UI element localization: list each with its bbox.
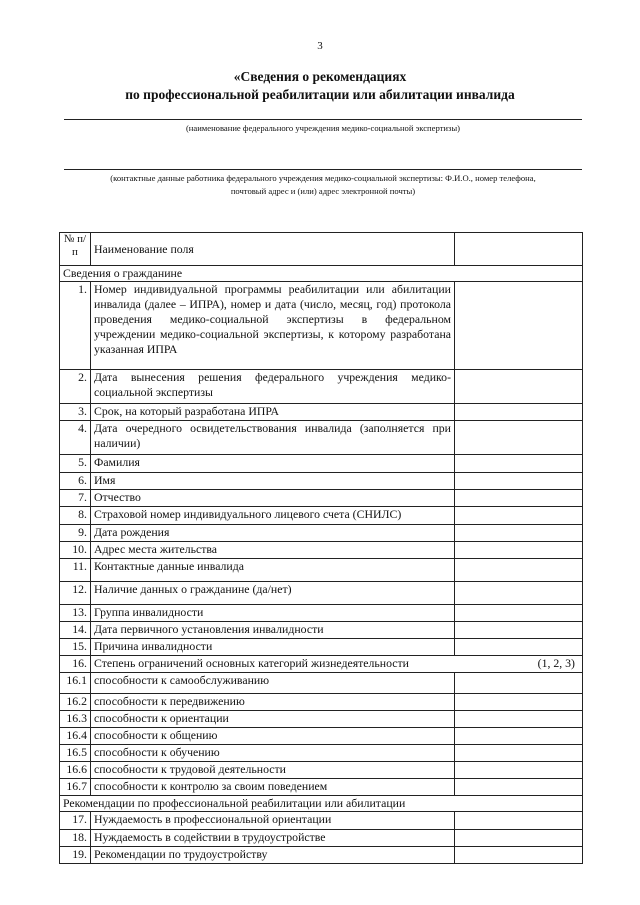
row-value-cell[interactable] [455,525,583,542]
row-number: 5. [60,455,91,473]
table-row [60,582,583,605]
row-value-cell[interactable] [455,421,583,455]
row-label: Рекомендации по трудоустройству [91,847,455,864]
row-label: Адрес места жительства [91,542,455,559]
row-value-cell[interactable] [455,622,583,639]
row-number: 16.5 [60,745,91,762]
row-value-cell[interactable] [455,639,583,656]
row-number: 18. [60,830,91,847]
institution-fill-line [64,119,582,120]
row-label: способности к обучению [91,745,455,762]
table-row [60,473,583,490]
table-row [60,559,583,582]
section-citizen-info [60,266,583,282]
table-row [60,507,583,525]
header-field-cell: Наименование поля [91,233,455,266]
row-number: 2. [60,370,91,404]
row-number: 16.7 [60,779,91,796]
row-number: 16.2 [60,694,91,711]
row-label: способности к общению [91,728,455,745]
header-value-cell [455,233,583,266]
table-row [60,455,583,473]
row-value-cell[interactable] [455,728,583,745]
row-value-cell[interactable] [455,694,583,711]
row-number: 16.4 [60,728,91,745]
row-label: Причина инвалидности [91,639,455,656]
contact-fill-line [64,169,582,170]
row-value-cell[interactable] [455,542,583,559]
row-number: 19. [60,847,91,864]
row-label: Имя [91,473,455,490]
row-value-cell[interactable] [455,673,583,694]
row-number: 1. [60,282,91,370]
table-row [60,711,583,728]
row-label: способности к передвижению [91,694,455,711]
row-label: Дата первичного установления инвалидности [91,622,455,639]
row-value-cell[interactable] [455,490,583,507]
row-label: Дата рождения [91,525,455,542]
institution-caption: (наименование федерального учреждения медико-социальной экспертизы) [185,123,461,133]
row-number: 16.1 [60,673,91,694]
table-row [60,639,583,656]
table-row [60,490,583,507]
row-label: Степень ограничений основных категорий жизнедеятельности [94,656,409,670]
section-recommendations-label: Рекомендации по профессиональной реабилитации или абилитации [60,796,583,812]
table-row-16 [60,656,583,673]
row-value-cell[interactable] [455,473,583,490]
row-label: способности к трудовой деятельности [91,762,455,779]
row-16-label-cell [91,656,583,673]
row-value-cell[interactable] [455,370,583,404]
section-citizen-info-label: Сведения о гражданине [60,266,583,282]
row-value-cell[interactable] [455,762,583,779]
table-row [60,542,583,559]
row-number: 14. [60,622,91,639]
row-value-cell[interactable] [455,455,583,473]
row-label: Контактные данные инвалида [91,559,455,582]
table-row [60,673,583,694]
row-value-cell[interactable] [455,812,583,830]
table-row [60,745,583,762]
contact-caption [64,172,582,198]
row-number: 8. [60,507,91,525]
row-label: способности к контролю за своим поведением [91,779,455,796]
recommendations-table [59,232,583,864]
row-number: 11. [60,559,91,582]
contact-caption-line-1: (контактные данные работника федерального учреждения медико-социальной экспертизы: Ф.И.О., номер телефона, [110,173,536,183]
row-value-cell[interactable] [455,559,583,582]
row-value-cell[interactable] [455,404,583,421]
row-value-cell[interactable] [455,282,583,370]
row-label: Наличие данных о гражданине (да/нет) [91,582,455,605]
row-number: 16. [60,656,91,673]
row-number: 12. [60,582,91,605]
title-line-1: «Сведения о рекомендациях [233,69,407,84]
table-row [60,282,583,370]
row-label: способности к ориентации [91,711,455,728]
section-recommendations [60,796,583,812]
table-row [60,525,583,542]
document-title [0,68,640,104]
row-label: Дата вынесения решения федерального учреждения медико-социальной экспертизы [91,370,455,404]
table-row [60,779,583,796]
table-header-row [60,233,583,266]
row-value-cell[interactable] [455,779,583,796]
table-row [60,622,583,639]
table-row [60,404,583,421]
row-value-cell[interactable] [455,507,583,525]
row-label: Номер индивидуальной программы реабилитации или абилитации инвалида (далее – ИПРА), номер и дата (число, месяц, год) протокола проведения медико-социальной экспертизы в федеральном учреждении медико-социальной экспертизы, к которому разработана указанная ИПРА [91,282,455,370]
row-value-cell[interactable] [455,605,583,622]
table-row [60,762,583,779]
row-number: 13. [60,605,91,622]
row-label: Нуждаемость в содействии в трудоустройстве [91,830,455,847]
row-label: Дата очередного освидетельствования инвалида (заполняется при наличии) [91,421,455,455]
row-number: 3. [60,404,91,421]
table-row [60,830,583,847]
table-row [60,370,583,404]
row-label: Срок, на который разработана ИПРА [91,404,455,421]
row-number: 9. [60,525,91,542]
row-number: 10. [60,542,91,559]
row-number: 16.3 [60,711,91,728]
row-label: Фамилия [91,455,455,473]
header-num-cell: № п/п [60,233,91,266]
row-label: Нуждаемость в профессиональной ориентации [91,812,455,830]
page-number: 3 [317,40,323,52]
row-value-cell[interactable] [455,711,583,728]
degree-scale: (1, 2, 3) [537,656,575,670]
row-number: 17. [60,812,91,830]
row-label: способности к самообслуживанию [91,673,455,694]
contact-caption-line-2: почтовый адрес и (или) адрес электронной почты) [230,186,416,196]
row-label: Группа инвалидности [91,605,455,622]
row-number: 16.6 [60,762,91,779]
row-value-cell[interactable] [455,582,583,605]
row-number: 6. [60,473,91,490]
table-row [60,694,583,711]
row-number: 7. [60,490,91,507]
row-number: 4. [60,421,91,455]
row-value-cell[interactable] [455,847,583,864]
table-row [60,605,583,622]
row-value-cell[interactable] [455,830,583,847]
table-row [60,421,583,455]
title-line-2: по профессиональной реабилитации или абилитации инвалида [125,87,515,102]
row-label: Страховой номер индивидуального лицевого счета (СНИЛС) [91,507,455,525]
row-number: 15. [60,639,91,656]
table-row [60,812,583,830]
table-row [60,728,583,745]
row-label: Отчество [91,490,455,507]
table-row [60,847,583,864]
row-value-cell[interactable] [455,745,583,762]
